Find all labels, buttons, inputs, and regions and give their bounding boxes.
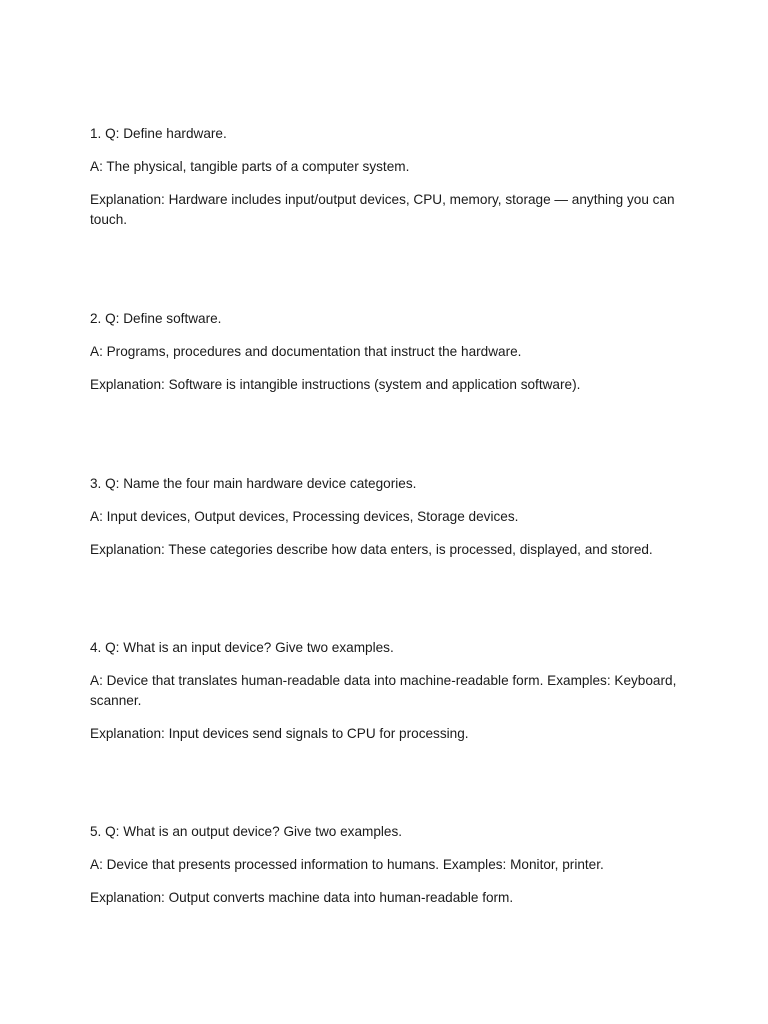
qa-item-1	[90, 124, 688, 230]
explanation-text: Explanation: Input devices send signals to CPU for processing.	[90, 726, 469, 741]
answer-text: A: Programs, procedures and documentation that instruct the hardware.	[90, 344, 522, 359]
question-text: 5. Q: What is an output device? Give two examples.	[90, 824, 403, 839]
explanation-text: Explanation: Output converts machine data into human-readable form.	[90, 890, 514, 905]
question-text: 4. Q: What is an input device? Give two examples.	[90, 640, 394, 655]
question-text: 2. Q: Define software.	[90, 311, 222, 326]
answer-text: A: Device that translates human-readable data into machine-readable form. Examples: Keyboard, scanner.	[90, 673, 677, 708]
answer-text: A: Device that presents processed information to humans. Examples: Monitor, printer.	[90, 857, 604, 872]
question-text: 1. Q: Define hardware.	[90, 126, 227, 141]
explanation-text: Explanation: Hardware includes input/output devices, CPU, memory, storage — anything you can touch.	[90, 192, 675, 227]
qa-item-3	[90, 474, 688, 560]
qa-item-4	[90, 638, 688, 744]
question-text: 3. Q: Name the four main hardware device categories.	[90, 476, 417, 491]
answer-text: A: The physical, tangible parts of a computer system.	[90, 159, 410, 174]
qa-item-2	[90, 309, 688, 395]
qa-item-5	[90, 822, 688, 908]
explanation-text: Explanation: These categories describe how data enters, is processed, displayed, and stored.	[90, 542, 653, 557]
answer-text: A: Input devices, Output devices, Processing devices, Storage devices.	[90, 509, 519, 524]
explanation-text: Explanation: Software is intangible instructions (system and application software).	[90, 377, 581, 392]
